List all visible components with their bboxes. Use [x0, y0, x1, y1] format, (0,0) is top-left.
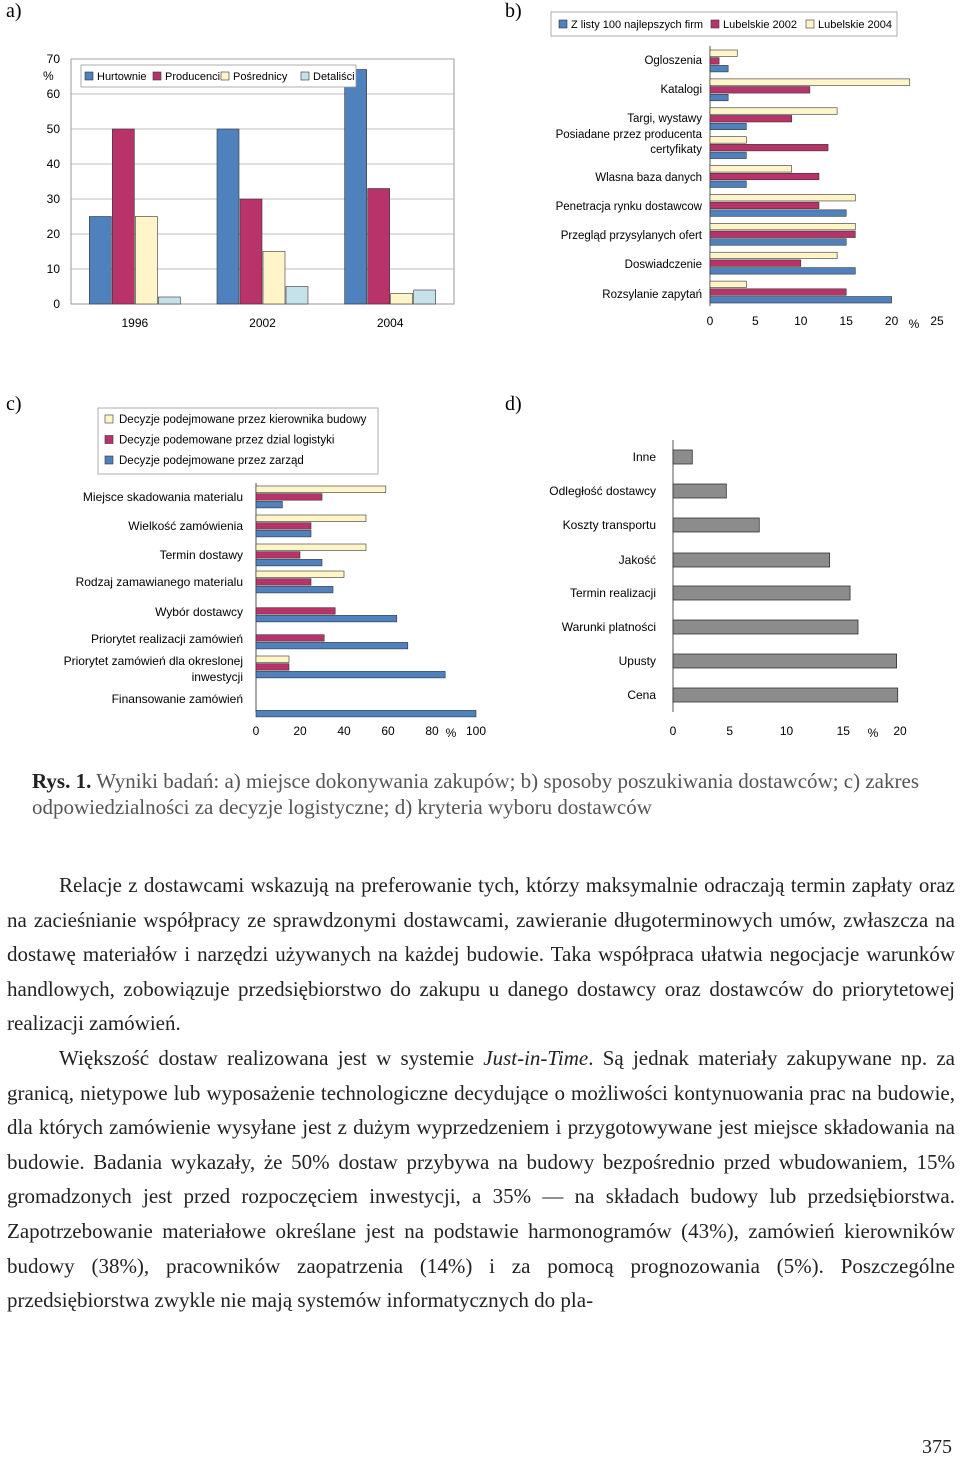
chart-b-bar	[710, 108, 837, 115]
chart-a-unit-label: %	[43, 69, 54, 83]
chart-a-ytick-label: 70	[46, 52, 60, 66]
chart-b-category-label: Rozsylanie zapytań	[602, 289, 702, 301]
chart-b-bar	[710, 166, 792, 173]
chart-a-ytick-label: 10	[46, 262, 60, 276]
chart-d-category-label: Inne	[632, 450, 656, 464]
chart-d-xtick-label: 20	[893, 724, 907, 738]
chart-b-bar	[710, 181, 746, 188]
chart-c-bar	[256, 515, 366, 522]
chart-c-bar	[256, 523, 311, 530]
page-number: 375	[922, 1436, 952, 1458]
chart-b-xtick-label: 5	[752, 314, 759, 328]
chart-d-bar	[673, 450, 692, 464]
chart-c-category-label: Termin dostawy	[159, 548, 243, 562]
chart-b-bar	[710, 210, 846, 217]
figure-caption	[32, 768, 932, 820]
chart-b-bar	[710, 202, 819, 209]
chart-c-xtick-label: 80	[425, 724, 439, 738]
chart-b-bar	[710, 87, 810, 94]
chart-a-legend-swatch	[153, 72, 161, 80]
chart-d-bar	[673, 654, 897, 668]
chart-b-bar	[710, 239, 846, 246]
chart-d-bar	[673, 586, 850, 600]
chart-d-xtick-label: 0	[669, 724, 677, 738]
chart-b-bar	[710, 79, 910, 86]
chart-b-category-label: Posiadane przez producenta	[555, 129, 702, 141]
chart-d-category-label: Upusty	[618, 654, 656, 668]
chart-b-category-label: Przegląd przysylanych ofert	[560, 230, 702, 242]
chart-a-legend-label: Producenci	[165, 71, 221, 83]
chart-d-category-label: Jakość	[618, 553, 656, 567]
chart-a-xtick-label: 2002	[249, 316, 276, 330]
chart-a-legend-label: Detaliści	[313, 71, 355, 83]
paragraph-2-start: Większość dostaw realizowana jest w systemie	[59, 1045, 484, 1070]
chart-a-bar	[345, 70, 367, 305]
chart-d-xtick-label: 15	[836, 724, 850, 738]
chart-c-xtick-label: 100	[465, 724, 487, 738]
chart-b-legend-label: Lubelskie 2002	[723, 19, 798, 31]
panel-label-c: c)	[6, 393, 22, 415]
chart-b-legend-swatch	[711, 20, 719, 28]
chart-b-xtick-label: 0	[706, 314, 714, 328]
chart-a-bar	[263, 252, 285, 305]
chart-c-bar	[256, 671, 445, 678]
chart-a-bar	[391, 294, 413, 305]
chart-a-legend-label: Hurtownie	[97, 71, 147, 83]
chart-c-xtick-label: 60	[381, 724, 395, 738]
paragraph-1: Relacje z dostawcami wskazują na preferowanie tych, którzy maksymalnie odraczają termin zapłaty oraz na zacieśnianie współpracy ze sprawdzonymi dostawcami, zawieranie długoterminowych umów, zwłaszcza na dostawę materiałów i narzędzi używanych na każdej budowie. Taka współpraca ułatwia negocjacje warunków handlowych, zobowiązuje przedsiębiorstwo do zakupu u danego dostawcy oraz dostawców do priorytetowej realizacji zamówień.	[7, 873, 955, 1036]
chart-b-legend-swatch	[559, 20, 567, 28]
chart-c-xtick-label: 20	[293, 724, 307, 738]
chart-c-bar	[256, 608, 335, 615]
paragraph-2	[7, 1041, 955, 1318]
chart-b-xtick-label: 20	[884, 314, 899, 328]
chart-b-legend-swatch	[806, 20, 814, 28]
chart-c-bar	[256, 579, 311, 586]
chart-b-category-label: Ogloszenia	[644, 55, 702, 67]
chart-a-legend-swatch	[221, 72, 229, 80]
chart-c-bar	[256, 494, 322, 501]
chart-b-category-label: Wlasna baza danych	[595, 172, 702, 184]
chart-a-legend-swatch	[301, 72, 309, 80]
chart-c-bar	[256, 664, 289, 671]
chart-b-bar	[710, 123, 746, 130]
chart-c-bar	[256, 501, 282, 508]
chart-a-xtick-label: 2004	[376, 316, 404, 330]
body-text	[7, 868, 955, 1318]
chart-c-bar	[256, 656, 289, 663]
chart-c-bar	[256, 552, 300, 559]
chart-c-category-label: Miejsce skadowania materialu	[82, 490, 243, 504]
chart-c-unit-label: %	[445, 726, 457, 740]
chart-a-ytick-label: 20	[46, 227, 60, 241]
chart-c-bar	[256, 530, 311, 537]
chart-c-legend-label: Decyzje podejmowane przez kierownika budowy	[119, 414, 367, 426]
chart-c-category-label: Finansowanie zamówień	[111, 692, 243, 706]
chart-d-unit-label: %	[867, 726, 879, 740]
chart-d-category-label: Warunki platności	[561, 620, 656, 634]
chart-c-bar	[256, 544, 366, 551]
chart-b-bar	[710, 65, 728, 72]
chart-d-category-label: Termin realizacji	[569, 586, 656, 600]
chart-b-legend-label: Lubelskie 2004	[818, 19, 893, 31]
chart-b-bar	[710, 252, 837, 259]
chart-c-xtick-label: 40	[337, 724, 351, 738]
chart-a-legend-swatch	[85, 72, 93, 80]
chart-b-legend-label: Z listy 100 najlepszych firm	[571, 19, 704, 31]
chart-d-bar	[673, 620, 858, 634]
chart-c-bar	[256, 635, 324, 642]
chart-b-bar	[710, 297, 892, 304]
caption-label: Rys. 1.	[32, 769, 92, 793]
chart-a-bar	[158, 297, 180, 304]
chart-c-category-label: Wielkość zamówienia	[128, 519, 243, 533]
chart-c-bar	[256, 586, 333, 593]
chart-c-category-label: Wybór dostawcy	[155, 605, 243, 619]
chart-a-ytick-label: 30	[46, 192, 60, 206]
chart-b-bar	[710, 58, 719, 64]
chart-b-category-label: Katalogi	[660, 84, 702, 96]
chart-c-bar	[256, 710, 476, 717]
chart-d-category-label: Cena	[627, 688, 656, 702]
chart-a-ytick-label: 50	[46, 122, 60, 136]
chart-c-bar	[256, 642, 408, 649]
chart-a-xtick-label: 1996	[121, 316, 149, 330]
chart-a-bar	[217, 129, 239, 304]
chart-d-bar	[673, 553, 830, 567]
chart-d-category-label: Odległość dostawcy	[549, 484, 656, 498]
chart-b-bar	[710, 260, 801, 267]
chart-b-xtick-label: 25	[930, 314, 944, 328]
chart-c-bar	[256, 571, 344, 578]
chart-b-bar	[710, 94, 728, 101]
chart-b-xtick-label: 15	[839, 314, 853, 328]
chart-d-xtick-label: 10	[779, 724, 794, 738]
chart-c-legend-swatch	[105, 415, 113, 423]
chart-b-category-label: Penetracja rynku dostawcow	[555, 201, 702, 213]
chart-a-bar	[135, 217, 157, 305]
chart-a-bar	[89, 217, 111, 305]
chart-b-bar	[710, 152, 746, 159]
chart-b-category-label: Doswiadczenie	[624, 259, 702, 271]
chart-a-bar	[112, 129, 134, 304]
chart-d-bar	[673, 484, 726, 498]
panel-label-b: b)	[505, 0, 522, 22]
chart-a-bar	[286, 287, 308, 305]
jit-term: Just-in-Time	[483, 1045, 589, 1070]
chart-c-legend-swatch	[105, 456, 113, 464]
panel-label-d: d)	[505, 393, 522, 415]
chart-b-bar	[710, 194, 855, 201]
chart-b-bar	[710, 289, 846, 296]
chart-d-bar	[673, 688, 898, 702]
chart-b-bar	[710, 281, 746, 288]
chart-c-legend-label: Decyzje podemowane przez dzial logistyki	[119, 434, 335, 447]
chart-a-bar	[368, 189, 390, 305]
chart-a-ytick-label: 40	[46, 157, 60, 171]
chart-b-category-label: certyfikaty	[650, 144, 702, 156]
chart-a-bar	[240, 199, 262, 304]
chart-b-bar	[710, 223, 855, 230]
chart-c-category-label: Priorytet zamówień dla okreslonej	[63, 654, 243, 668]
chart-b-bar	[710, 173, 819, 180]
chart-b-bar	[710, 231, 855, 238]
chart-a-ytick-label: 0	[53, 297, 60, 311]
panel-label-a: a)	[6, 0, 22, 22]
chart-c-legend-swatch	[105, 436, 113, 444]
chart-a-legend-label: Pośrednicy	[233, 71, 288, 83]
chart-c-bar	[256, 615, 397, 622]
chart-c-xtick-label: 0	[252, 724, 260, 738]
chart-b-unit-label: %	[908, 317, 920, 331]
chart-c-category-label: Priorytet realizacji zamówień	[90, 632, 243, 646]
chart-b-bar	[710, 137, 746, 144]
chart-c-legend-label: Decyzje podejmowane przez zarząd	[119, 455, 304, 467]
chart-a-bar	[414, 290, 436, 304]
paragraph-2-rest: . Są jednak materiały zakupywane np. za granicą, nietypowe lub wyposażenie technologiczne decydujące o możliwości kontynuowania prac na budowie, dla których zamówienie wysyłane jest z dużym wyprzedzeniem i przygotowywane jest miejsce składowania na budowie. Badania wykazały, że 50% dostaw przybywa na budowy bezpośrednio przed wbudowaniem, 15% gromadzonych jest przed rozpoczęciem inwestycji, a 35% — na składach budowy lub przedsiębiorstwa. Zapotrzebowanie materiałowe określane jest na podstawie harmonogramów (43%), zamówień kierowników budowy (38%), pracowników zaopatrzenia (14%) i za pomocą prognozowania (5%). Poszczególne przedsiębiorstwa zwykle nie mają systemów informatycznych do pla-	[7, 1045, 955, 1313]
chart-d-category-label: Koszty transportu	[562, 518, 656, 532]
chart-b-bar	[710, 115, 792, 122]
chart-d-bar	[673, 518, 759, 532]
chart-d-xtick-label: 5	[726, 724, 734, 738]
chart-b-bar	[710, 50, 737, 57]
chart-c-bar	[256, 559, 322, 566]
chart-b-bar	[710, 144, 828, 151]
chart-b-category-label: Targi, wystawy	[627, 113, 702, 125]
chart-c-bar	[256, 486, 386, 493]
caption-text: Wyniki badań: a) miejsce dokonywania zakupów; b) sposoby poszukiwania dostawców; c) zakres odpowiedzialności za decyzje logistyczne; d) kryteria wyboru dostawców	[32, 769, 919, 819]
chart-c-category-label: inwestycji	[191, 670, 243, 684]
chart-c-category-label: Rodzaj zamawianego materialu	[75, 575, 243, 589]
chart-b-xtick-label: 10	[794, 314, 808, 328]
chart-a-ytick-label: 60	[46, 87, 60, 101]
chart-b-bar	[710, 268, 855, 275]
